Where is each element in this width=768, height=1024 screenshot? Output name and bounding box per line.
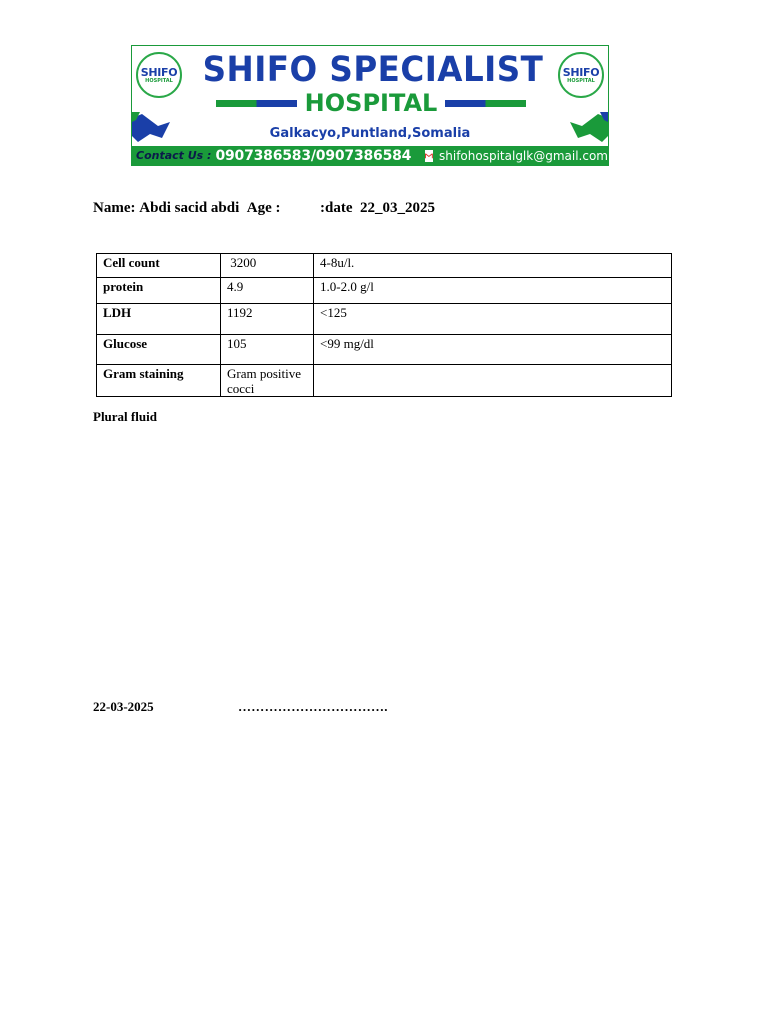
logo-text: SHIFO	[562, 65, 600, 79]
test-value: 3200	[221, 254, 314, 278]
reference-range: <99 mg/dl	[314, 335, 672, 365]
hospital-location: Galkacyo,Puntland,Somalia	[269, 126, 471, 141]
test-value: 1192	[221, 304, 314, 335]
test-name: Gram staining	[97, 365, 221, 397]
specimen-type: Plural fluid	[93, 409, 157, 424]
contact-bar	[132, 146, 608, 165]
reference-range: 1.0-2.0 g/l	[314, 278, 672, 304]
test-name: LDH	[97, 304, 221, 335]
mail-icon	[425, 150, 433, 162]
age-label: Age :	[246, 200, 281, 216]
test-name: Glucose	[97, 335, 221, 365]
name-label: Name:	[93, 200, 136, 216]
hospital-subtitle-row	[216, 90, 526, 116]
hospital-subtitle: HOSPITAL	[304, 89, 438, 117]
test-name: Cell count	[97, 254, 221, 278]
results-table	[96, 253, 672, 397]
patient-name: Abdi sacid abdi	[139, 200, 240, 216]
contact-phones: 0907386583/0907386584	[215, 147, 412, 164]
report-date: 22_03_2025	[360, 200, 436, 216]
stripe-decoration	[445, 100, 526, 107]
hospital-banner	[131, 45, 609, 166]
logo-subtext: HOSPITAL	[145, 77, 173, 84]
logo-subtext: HOSPITAL	[567, 77, 595, 84]
hospital-name: SHIFO SPECIALIST	[202, 50, 544, 90]
contact-label: Contact Us :	[136, 149, 212, 162]
footer-date: 22-03-2025	[93, 699, 154, 714]
reference-range: 4-8u/l.	[314, 254, 672, 278]
test-value: 105	[221, 335, 314, 365]
test-name: protein	[97, 278, 221, 304]
table-row	[97, 278, 672, 304]
table-row	[97, 335, 672, 365]
shifo-logo-icon	[558, 52, 604, 98]
date-label: :date	[320, 200, 353, 216]
shifo-logo-icon	[136, 52, 182, 98]
patient-info	[93, 199, 435, 217]
table-row	[97, 304, 672, 335]
reference-range: <125	[314, 304, 672, 335]
signature-line: …………………………….	[238, 699, 388, 714]
contact-email: shifohospitalglk@gmail.com	[439, 148, 608, 163]
table-row	[97, 254, 672, 278]
logo-text: SHIFO	[140, 65, 178, 79]
test-value: Gram positive cocci	[221, 365, 314, 397]
reference-range	[314, 365, 672, 397]
table-row	[97, 365, 672, 397]
stripe-decoration	[216, 100, 297, 107]
test-value: 4.9	[221, 278, 314, 304]
